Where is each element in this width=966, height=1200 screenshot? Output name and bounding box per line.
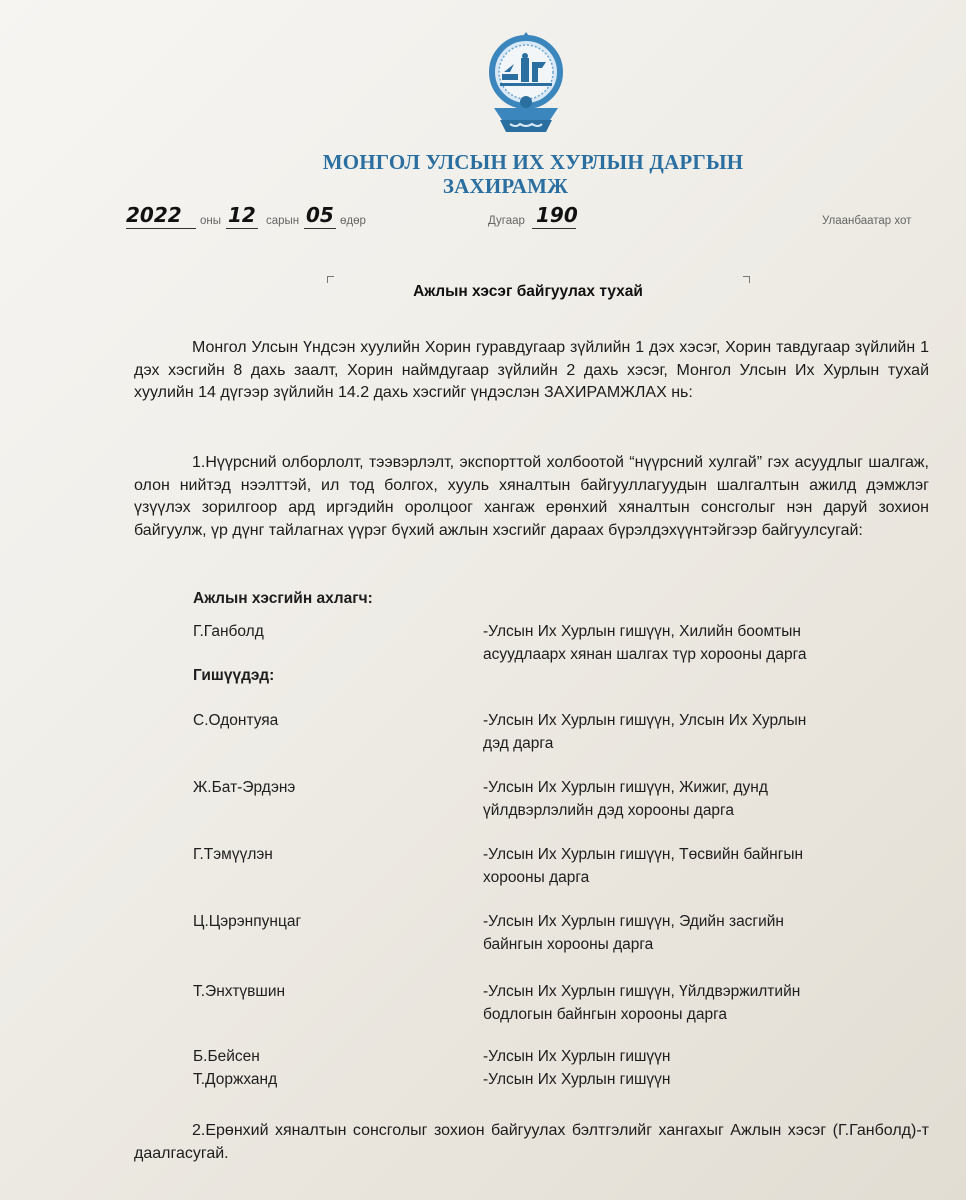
role-line-1: -Улсын Их Хурлын гишүүн, Жижиг, дунд	[483, 779, 768, 796]
role-line-1: -Улсын Их Хурлын гишүүн, Эдийн засгийн	[483, 913, 784, 930]
role-line-1: -Улсын Их Хурлын гишүүн, Хилийн боомтын	[483, 623, 801, 640]
number-underline	[532, 228, 576, 229]
corner-mark-left	[327, 276, 334, 283]
month-underline	[226, 228, 258, 229]
clause-2-text: 2.Ерөнхий хяналтын сонсголыг зохион байгуулах бэлтгэлийг хангахыг Ажлын хэсэг (Г.Ганболд)-т даалгасугай.	[134, 1122, 929, 1162]
corner-mark-right	[743, 276, 750, 283]
leader-heading: Ажлын хэсгийн ахлагч:	[193, 590, 373, 607]
member-name: Т.Доржханд	[193, 1071, 278, 1088]
date-number-line	[0, 203, 966, 233]
role-line-2: бодлогын байнгын хорооны дарга	[483, 1005, 728, 1023]
preamble	[134, 337, 929, 405]
day-value: 05	[306, 203, 334, 227]
role-line-2: асуудлаарх хянан шалгах түр хорооны дарга	[483, 645, 807, 663]
year-label: оны	[200, 215, 222, 227]
document-type: ЗАХИРАМЖ	[442, 174, 569, 198]
clause-1	[134, 452, 929, 542]
members-heading: Гишүүдэд:	[193, 667, 275, 684]
member-name: Т.Энхтүвшин	[193, 983, 286, 1000]
clause-1-text: 1.Нүүрсний олборлолт, тээвэрлэлт, экспорттой холбоотой “нүүрсний хулгай” гэх асуудлыг шалгаж, олон нийтэд нээлттэй, ил тод болгох, хууль хяналтын байгууллагуудын шалгалтын ажилд дэмжлэг үзүүлэх зорилгоор ард иргэдийн оролцоог хангаж ерөнхий хяналтын сонсголыг нэн даруй зохион байгуулж, үр дүнг тайлагнах үүрэг бүхий ажлын хэсгийг дараах бүрэлдэхүүнтэйгээр байгуулсугай:	[134, 454, 929, 539]
member-role	[483, 710, 913, 755]
member-role: -Улсын Их Хурлын гишүүн	[483, 1048, 671, 1065]
day-underline	[304, 228, 336, 229]
member-name: Ж.Бат-Эрдэнэ	[193, 779, 296, 796]
member-role	[483, 911, 913, 956]
preamble-text: Монгол Улсын Үндсэн хуулийн Хорин гуравдугаар зүйлийн 1 дэх хэсэг, Хорин тавдугаар зүйлийн 1 дэх хэсгийн 8 дахь заалт, Хорин наймдугаар зүйлийн 2 дахь хэсэг, Монгол Улсын Их Хурлын тухай хуулийн 14 дүгээр зүйлийн 14.2 дахь хэсгийг үндэслэн ЗАХИРАМЖЛАХ нь:	[134, 339, 929, 401]
leader-role	[483, 621, 913, 666]
clause-2	[134, 1120, 929, 1165]
member-role	[483, 844, 913, 889]
member-role	[483, 777, 913, 822]
month-value: 12	[228, 203, 256, 227]
role-line-1: -Улсын Их Хурлын гишүүн, Төсвийн байнгын	[483, 846, 804, 863]
city: Улаанбаатар хот	[822, 215, 912, 227]
year-value: 2022	[126, 203, 182, 227]
decree-number: 190	[536, 203, 578, 227]
member-name: Ц.Цэрэнпунцаг	[193, 913, 302, 930]
member-name: Б.Бейсен	[193, 1048, 260, 1065]
member-role	[483, 981, 913, 1026]
member-role: -Улсын Их Хурлын гишүүн	[483, 1071, 671, 1088]
role-line-2: хорооны дарга	[483, 868, 590, 886]
state-emblem-icon	[480, 28, 572, 136]
member-name: С.Одонтуяа	[193, 712, 279, 729]
role-line-2: байнгын хорооны дарга	[483, 935, 654, 953]
role-line-1: -Улсын Их Хурлын гишүүн, Үйлдвэржилтийн	[483, 983, 801, 1000]
number-label: Дугаар	[488, 215, 525, 227]
year-underline	[126, 228, 196, 229]
issuing-authority	[0, 150, 966, 198]
document-title: Ажлын хэсэг байгуулах тухай	[413, 283, 643, 300]
member-name: Г.Тэмүүлэн	[193, 846, 273, 863]
role-line-2: үйлдвэрлэлийн дэд хорооны дарга	[483, 801, 734, 819]
role-line-1: -Улсын Их Хурлын гишүүн, Улсын Их Хурлын	[483, 712, 807, 729]
role-line-2: дэд дарга	[483, 734, 554, 752]
month-label: сарын	[266, 215, 300, 227]
day-label: өдөр	[340, 215, 366, 227]
authority-line-1: МОНГОЛ УЛСЫН ИХ ХУРЛЫН ДАРГЫН	[322, 150, 744, 174]
leader-name: Г.Ганболд	[193, 623, 264, 640]
